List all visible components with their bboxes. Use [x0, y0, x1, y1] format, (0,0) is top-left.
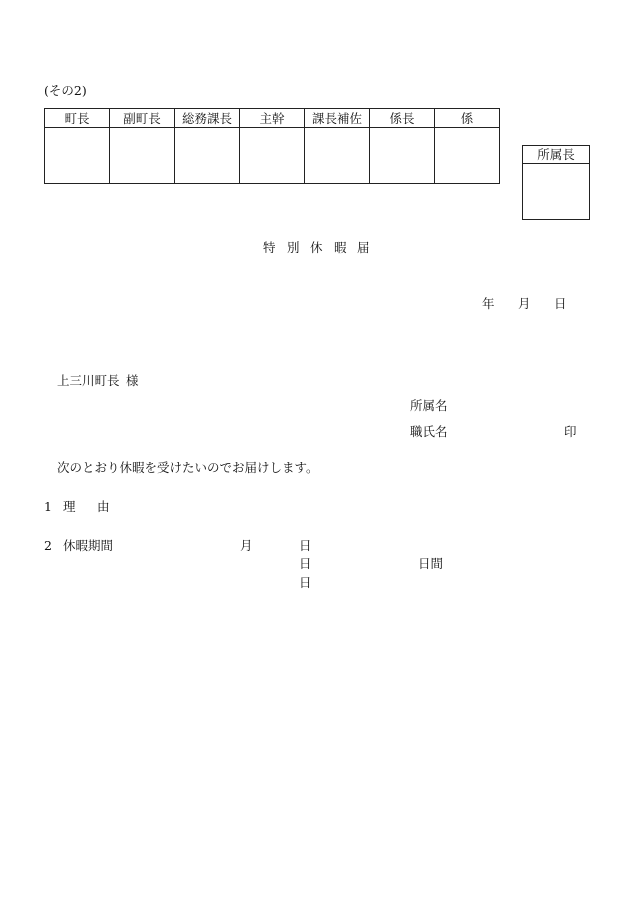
- approval-header-general-affairs-chief: 総務課長: [175, 109, 240, 128]
- approval-stamp-box: [175, 128, 240, 184]
- item1-label-char: 理: [63, 499, 76, 514]
- item2-day-label: 日: [299, 556, 312, 571]
- title-char: 暇: [334, 240, 347, 255]
- approval-stamp-table: [44, 108, 500, 184]
- approval-header-assistant-chief: 課長補佐: [305, 109, 370, 128]
- item2-label: 休暇期間: [63, 538, 114, 553]
- title-char: 届: [357, 240, 370, 255]
- approval-stamp-box: [240, 128, 305, 184]
- item2-month-label: 月: [240, 538, 253, 553]
- approval-header-section-chief: 係長: [370, 109, 435, 128]
- approval-header-mayor: 町長: [45, 109, 110, 128]
- item2-day-label: 日: [299, 538, 312, 553]
- title-char: 別: [287, 240, 300, 255]
- affiliation-head-stamp-box: [523, 164, 589, 219]
- approval-stamp-box: [305, 128, 370, 184]
- date-month-label: 月: [518, 296, 531, 311]
- affiliation-head-stamp: [522, 145, 590, 220]
- approval-stamp-box: [435, 128, 500, 184]
- approval-stamp-box: [110, 128, 175, 184]
- date-year-label: 年: [482, 296, 495, 311]
- seal-mark: 印: [564, 424, 577, 439]
- title-char: 休: [310, 240, 323, 255]
- item2-day-label: 日: [299, 575, 312, 590]
- affiliation-head-label: 所属長: [523, 146, 589, 164]
- item1-number: 1: [44, 499, 52, 514]
- affiliation-label: 所属名: [410, 398, 448, 413]
- approval-stamp-box: [370, 128, 435, 184]
- addressee-honorific: 様: [126, 373, 139, 388]
- item2-number: 2: [44, 538, 52, 553]
- approval-stamp-box: [45, 128, 110, 184]
- date-day-label: 日: [554, 296, 567, 311]
- name-label: 職氏名: [410, 424, 448, 439]
- item2-days-label: 日間: [418, 556, 444, 571]
- addressee-name: 上三川町長: [57, 373, 120, 388]
- body-text: 次のとおり休暇を受けたいのでお届けします。: [57, 460, 319, 475]
- approval-header-deputy-mayor: 副町長: [110, 109, 175, 128]
- approval-header-staff: 係: [435, 109, 500, 128]
- title-char: 特: [263, 240, 276, 255]
- document-number: (その2): [44, 83, 87, 98]
- approval-header-senior-manager: 主幹: [240, 109, 305, 128]
- item1-label-char: 由: [97, 499, 110, 514]
